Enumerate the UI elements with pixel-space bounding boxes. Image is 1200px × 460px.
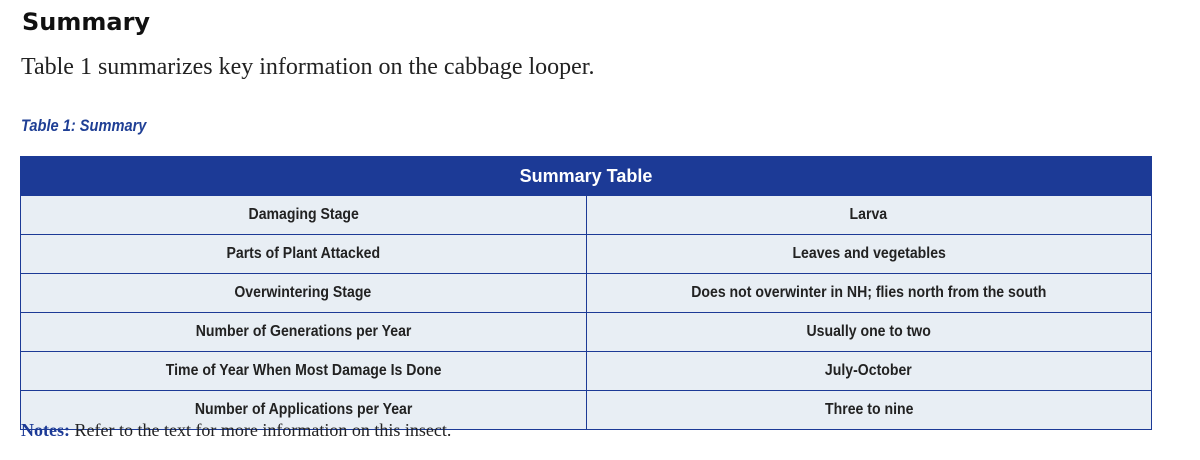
table-row	[21, 313, 1152, 352]
table-row	[21, 274, 1152, 313]
row-label	[21, 235, 587, 274]
row-value-text: Does not overwinter in NH; flies north from the south	[691, 284, 1047, 301]
section-heading: Summary	[22, 8, 151, 36]
table-header-row	[21, 157, 1152, 196]
table-header: Summary Table	[21, 157, 1152, 196]
notes-label: Notes:	[21, 420, 70, 440]
row-value	[586, 196, 1152, 235]
summary-table	[20, 156, 1152, 430]
row-value	[586, 235, 1152, 274]
table-row	[21, 352, 1152, 391]
intro-paragraph: Table 1 summarizes key information on the cabbage looper.	[21, 54, 595, 80]
row-value-text: Larva	[849, 206, 888, 223]
table-row	[21, 196, 1152, 235]
row-value-text: Leaves and vegetables	[792, 245, 946, 262]
row-label	[21, 274, 587, 313]
row-label-text: Damaging Stage	[248, 206, 359, 223]
row-value	[586, 313, 1152, 352]
row-label	[21, 313, 587, 352]
row-value	[586, 274, 1152, 313]
row-value	[586, 391, 1152, 430]
table-notes	[21, 420, 451, 441]
row-label-text: Parts of Plant Attacked	[226, 245, 381, 262]
row-value-text: Three to nine	[824, 401, 913, 418]
table-row	[21, 235, 1152, 274]
row-label-text: Number of Generations per Year	[195, 323, 412, 340]
row-label	[21, 352, 587, 391]
row-value-text: July-October	[825, 362, 913, 379]
row-value-text: Usually one to two	[806, 323, 931, 340]
table-caption: Table 1: Summary	[21, 116, 147, 135]
row-label-text: Number of Applications per Year	[194, 401, 412, 418]
row-label-text: Time of Year When Most Damage Is Done	[165, 362, 442, 379]
row-value	[586, 352, 1152, 391]
notes-text: Refer to the text for more information on this insect.	[69, 420, 452, 440]
row-label	[21, 196, 587, 235]
row-label-text: Overwintering Stage	[234, 284, 372, 301]
